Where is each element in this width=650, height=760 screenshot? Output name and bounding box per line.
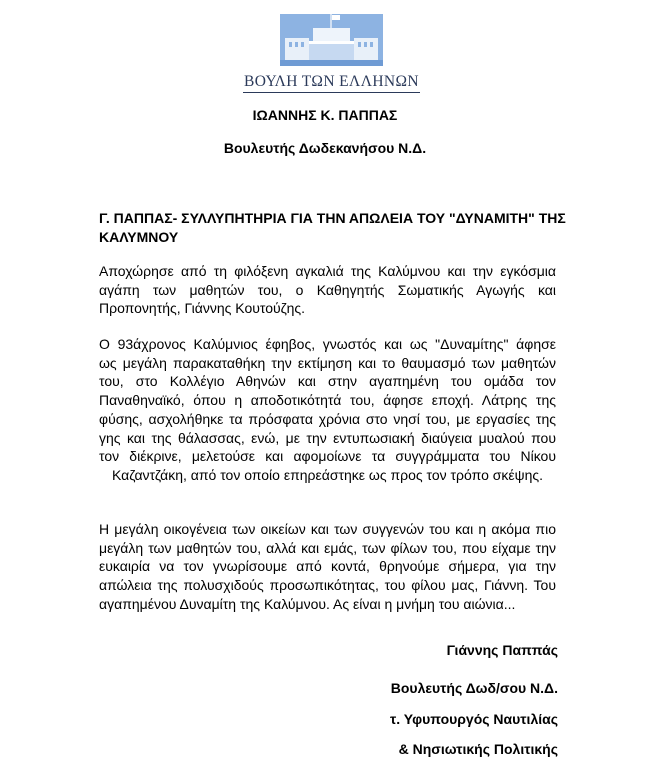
- text-line: Αποχώρησε από τη φιλόξενη αγκαλιά της Καλύμνου και την εγκόσμια: [99, 263, 556, 279]
- text-line: απώλεια της πολυσχιδούς προσωπικότητας, του φίλου μας, Γιάννη. Του: [99, 577, 556, 594]
- text-line: ευκαιρία να τον γνωρίσουμε από κοντά, θρηνούμε σήμερα, για την: [99, 558, 556, 575]
- text-line: αγαπημένου Δυναμίτη της Καλύμνου. Ας είναι η μνήμη του αιώνια...: [99, 595, 516, 612]
- text-line: Καζαντζάκη, από τον οποίο επηρεάστηκε ως προς τον τρόπο σκέψης.: [111, 466, 544, 483]
- text-line: Παναθηναϊκό, όπου η αποδοτικότητά του, άφησε εποχή. Λάτρης της: [99, 392, 556, 409]
- text-line: τον διέκρινε, μελετούσε και αφομοίωνε τα συγγράμματα του Νίκου: [99, 448, 556, 465]
- press-release-title: [99, 209, 566, 247]
- logo-text: ΒΟΥΛΗ ΤΩΝ ΕΛΛΗΝΩΝ: [243, 73, 420, 90]
- text-line: γης και της θάλασσας, ενώ, με την εντυπωσιακή διαύγεια μυαλού που: [99, 429, 556, 446]
- title-line: ΚΑΛΥΜΝΟΥ: [99, 229, 179, 245]
- paragraph-3: [99, 520, 556, 614]
- text-line: αγάπη των μαθητών του, ο Καθηγητής Σωματικής Αγωγής και: [99, 281, 556, 298]
- text-line: φύσης, ασχολήθηκε τα πρόσφατα χρόνια στο νησί του, με εργασίες της: [99, 410, 556, 427]
- text-line: Προπονητής, Γιάννης Κουτούζης.: [99, 300, 306, 317]
- text-line: μεγάλη των μαθητών του, αλλά και εμάς, των φίλων του, που είχαμε την: [99, 539, 556, 556]
- text-line: Ο 93άχρονος Καλύμνιος έφηβος, γνωστός και ως "Δυναμίτης" άφησε: [99, 336, 556, 352]
- parliament-building-icon: [243, 8, 420, 74]
- author-role: Βουλευτής Δωδεκανήσου Ν.Δ.: [223, 140, 427, 156]
- paragraph-2: [99, 335, 556, 485]
- signature-former-role: τ. Υφυπουργός Ναυτιλίας: [390, 711, 558, 727]
- text-line: ως μεγάλη παρακαταθήκη την εκτίμηση και το θαυμασμό των μαθητών: [99, 354, 556, 371]
- text-line: του, στο Κολλέγιο Αθηνών και στην αγαπημένη του ομάδα τον: [99, 373, 556, 390]
- text-line: Η μεγάλη οικογένεια των οικείων και των συγγενών του και η ακόμα πιο: [99, 521, 556, 537]
- logo-divider: [243, 92, 420, 93]
- paragraph-1: [99, 262, 556, 318]
- title-line: Γ. ΠΑΠΠΑΣ- ΣΥΛΛΥΠΗΤΗΡΙΑ ΓΙΑ ΤΗΝ ΑΠΩΛΕΙΑ ΤΟΥ "ΔΥΝΑΜΙΤΗ" ΤΗΣ: [99, 210, 566, 226]
- signature-former-role-cont: & Νησιωτικής Πολιτικής: [398, 741, 558, 757]
- signature-name: Γιάννης Παππάς: [446, 642, 558, 658]
- author-name: ΙΩΑΝΝΗΣ Κ. ΠΑΠΠΑΣ: [252, 107, 398, 123]
- signature-role: Βουλευτής Δωδ/σου Ν.Δ.: [390, 680, 558, 696]
